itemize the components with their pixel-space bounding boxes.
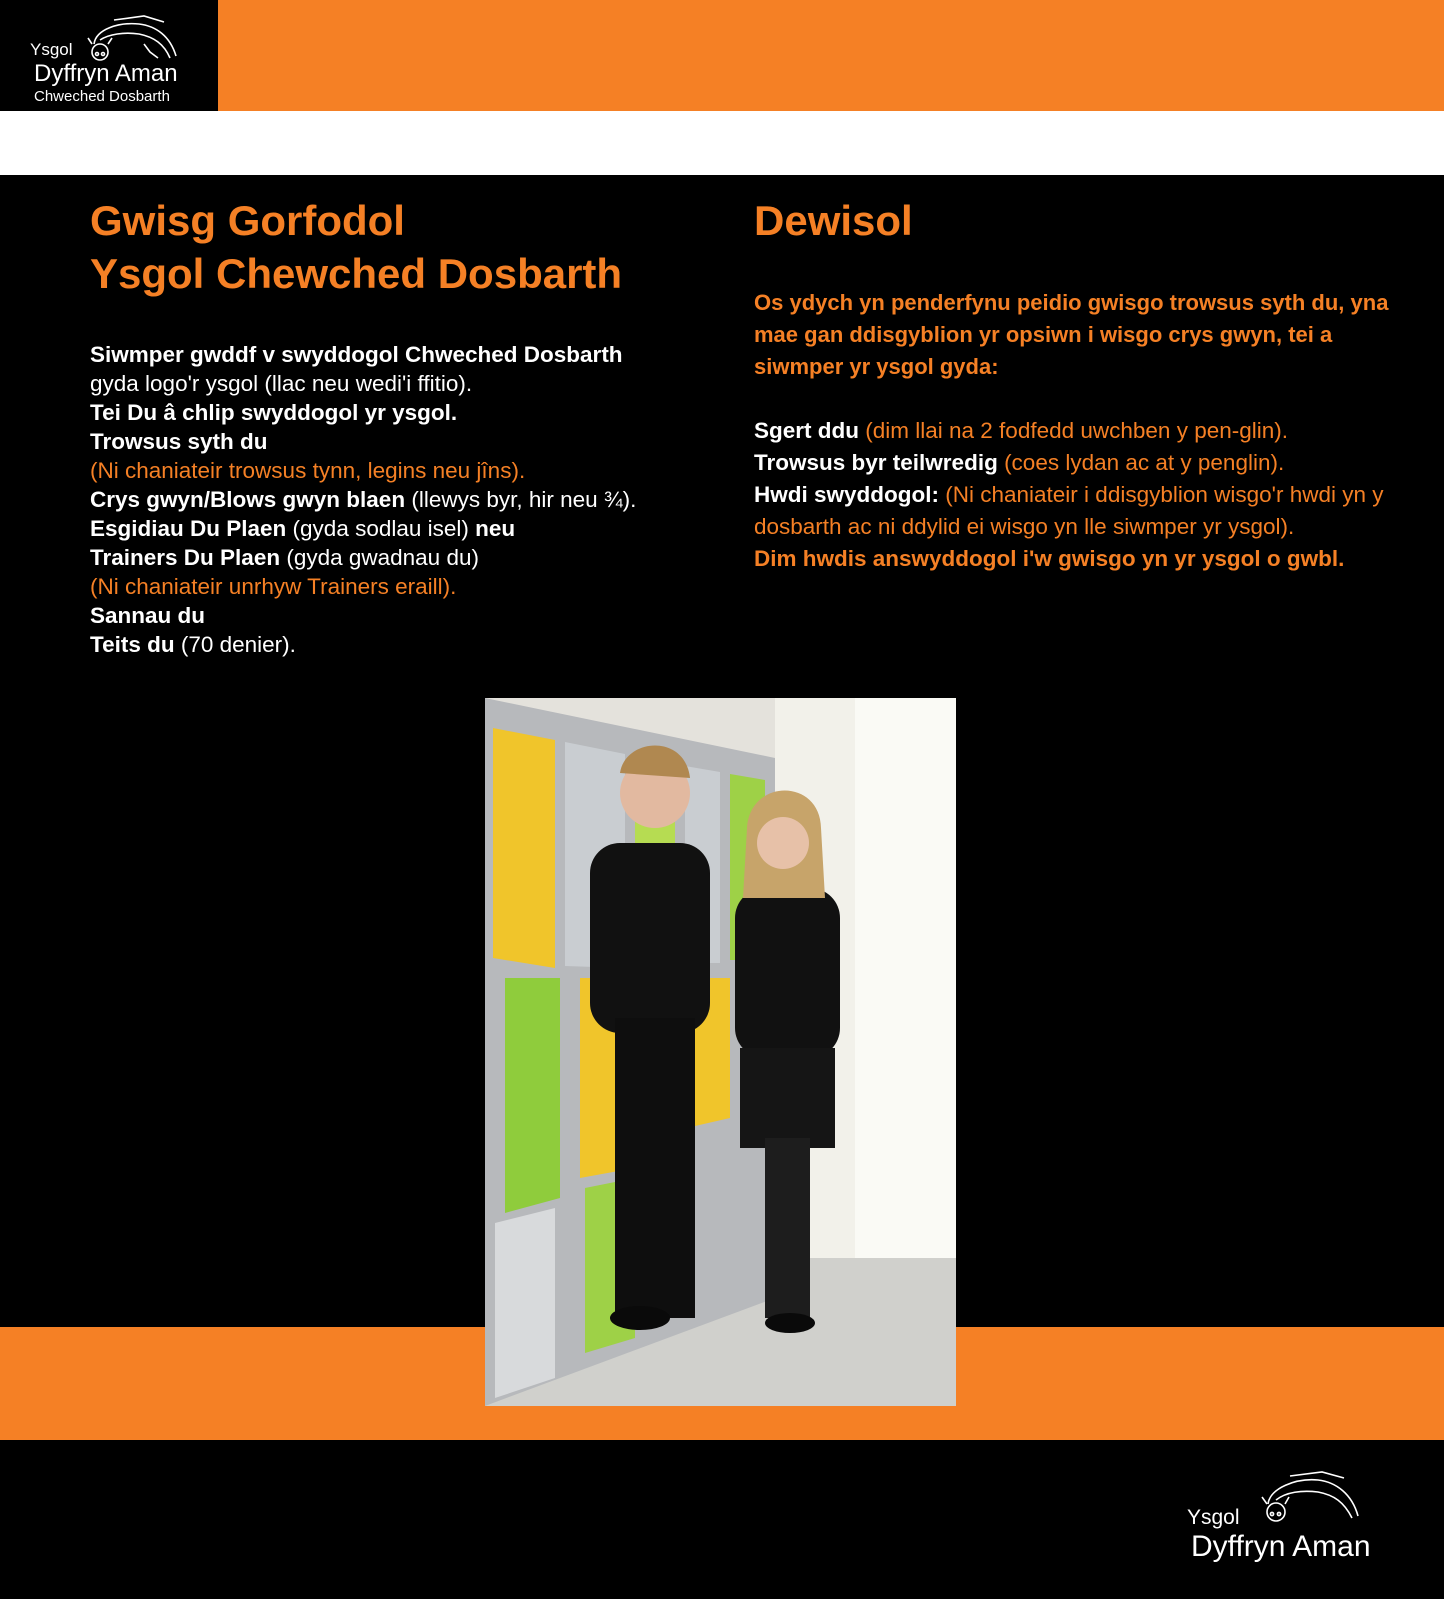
item-text: (llewys byr, hir neu ¾). xyxy=(405,487,637,512)
white-spacer xyxy=(0,111,1444,175)
list-item xyxy=(754,543,1414,575)
list-item xyxy=(90,398,710,427)
item-note: (Ni chaniateir trowsus tynn, legins neu jîns). xyxy=(90,458,526,483)
list-item xyxy=(90,514,710,543)
optional-title: Dewisol xyxy=(754,197,913,244)
item-text: (gyda sodlau isel) xyxy=(286,516,476,541)
compulsory-title-line2: Ysgol Chewched Dosbarth xyxy=(90,250,623,297)
logo-text-school-name: Dyffryn Aman xyxy=(34,60,178,87)
item-note: (Ni chaniateir i ddisgyblion wisgo'r hwdi yn y dosbarth ac ni ddylid ei wisgo yn lle siwmper yr ysgol). xyxy=(754,482,1384,539)
list-item xyxy=(90,340,710,369)
optional-intro: Os ydych yn penderfynu peidio gwisgo trowsus syth du, yna mae gan ddisgyblion yr opsiwn i wisgo crys gwyn, tei a siwmper yr ysgol gyda: xyxy=(754,290,1389,379)
list-item xyxy=(90,485,710,514)
list-item xyxy=(754,447,1414,479)
list-item xyxy=(90,456,710,485)
item-text: (70 denier). xyxy=(174,632,296,657)
compulsory-title-line1: Gwisg Gorfodol xyxy=(90,197,405,244)
header-logo[interactable] xyxy=(0,0,218,112)
optional-uniform-section xyxy=(754,194,1414,575)
item-bold: Sannau du xyxy=(90,603,206,628)
compulsory-list xyxy=(90,340,710,659)
compulsory-uniform-section xyxy=(90,194,710,659)
item-bold: Sgert ddu xyxy=(754,418,859,443)
item-bold: Crys gwyn/Blows gwyn blaen xyxy=(90,487,406,512)
list-item xyxy=(90,601,710,630)
item-bold: Teits du xyxy=(90,632,175,657)
item-bold: Trowsus syth du xyxy=(90,429,268,454)
footer-boar-logo-icon xyxy=(1258,1470,1368,1535)
item-note: (Ni chaniateir unrhyw Trainers eraill). xyxy=(90,574,457,599)
item-bold: Esgidiau Du Plaen xyxy=(90,516,287,541)
item-text: gyda logo'r ysgol (llac neu wedi'i ffitio). xyxy=(90,371,473,396)
item-bold: Hwdi swyddogol: xyxy=(754,482,939,507)
item-text: (gyda gwadnau du) xyxy=(280,545,479,570)
footer-logo-ysgol: Ysgol xyxy=(1187,1506,1240,1529)
item-note: (coes lydan ac at y penglin). xyxy=(997,450,1285,475)
item-bold: Trowsus byr teilwredig xyxy=(754,450,998,475)
logo-text-sixth-form: Chweched Dosbarth xyxy=(34,88,170,105)
optional-list xyxy=(754,415,1414,575)
logo-text-ysgol: Ysgol xyxy=(30,40,73,59)
item-note: (dim llai na 2 fodfedd uwchben y pen-glin). xyxy=(859,418,1288,443)
footer-logo-school-name: Dyffryn Aman xyxy=(1191,1530,1371,1563)
list-item xyxy=(754,479,1414,543)
item-bold: Trainers Du Plaen xyxy=(90,545,281,570)
item-bold: Siwmper gwddf v swyddogol Chweched Dosbarth xyxy=(90,342,623,367)
list-item xyxy=(90,630,710,659)
item-warning: Dim hwdis answyddogol i'w gwisgo yn yr ysgol o gwbl. xyxy=(754,546,1345,571)
students-uniform-photo xyxy=(485,698,956,1406)
compulsory-title xyxy=(90,194,710,300)
list-item xyxy=(90,369,710,398)
item-bold: Tei Du â chlip swyddogol yr ysgol. xyxy=(90,400,458,425)
list-item xyxy=(90,427,710,456)
list-item xyxy=(754,415,1414,447)
list-item xyxy=(90,543,710,572)
item-bold: neu xyxy=(475,516,516,541)
list-item xyxy=(90,572,710,601)
